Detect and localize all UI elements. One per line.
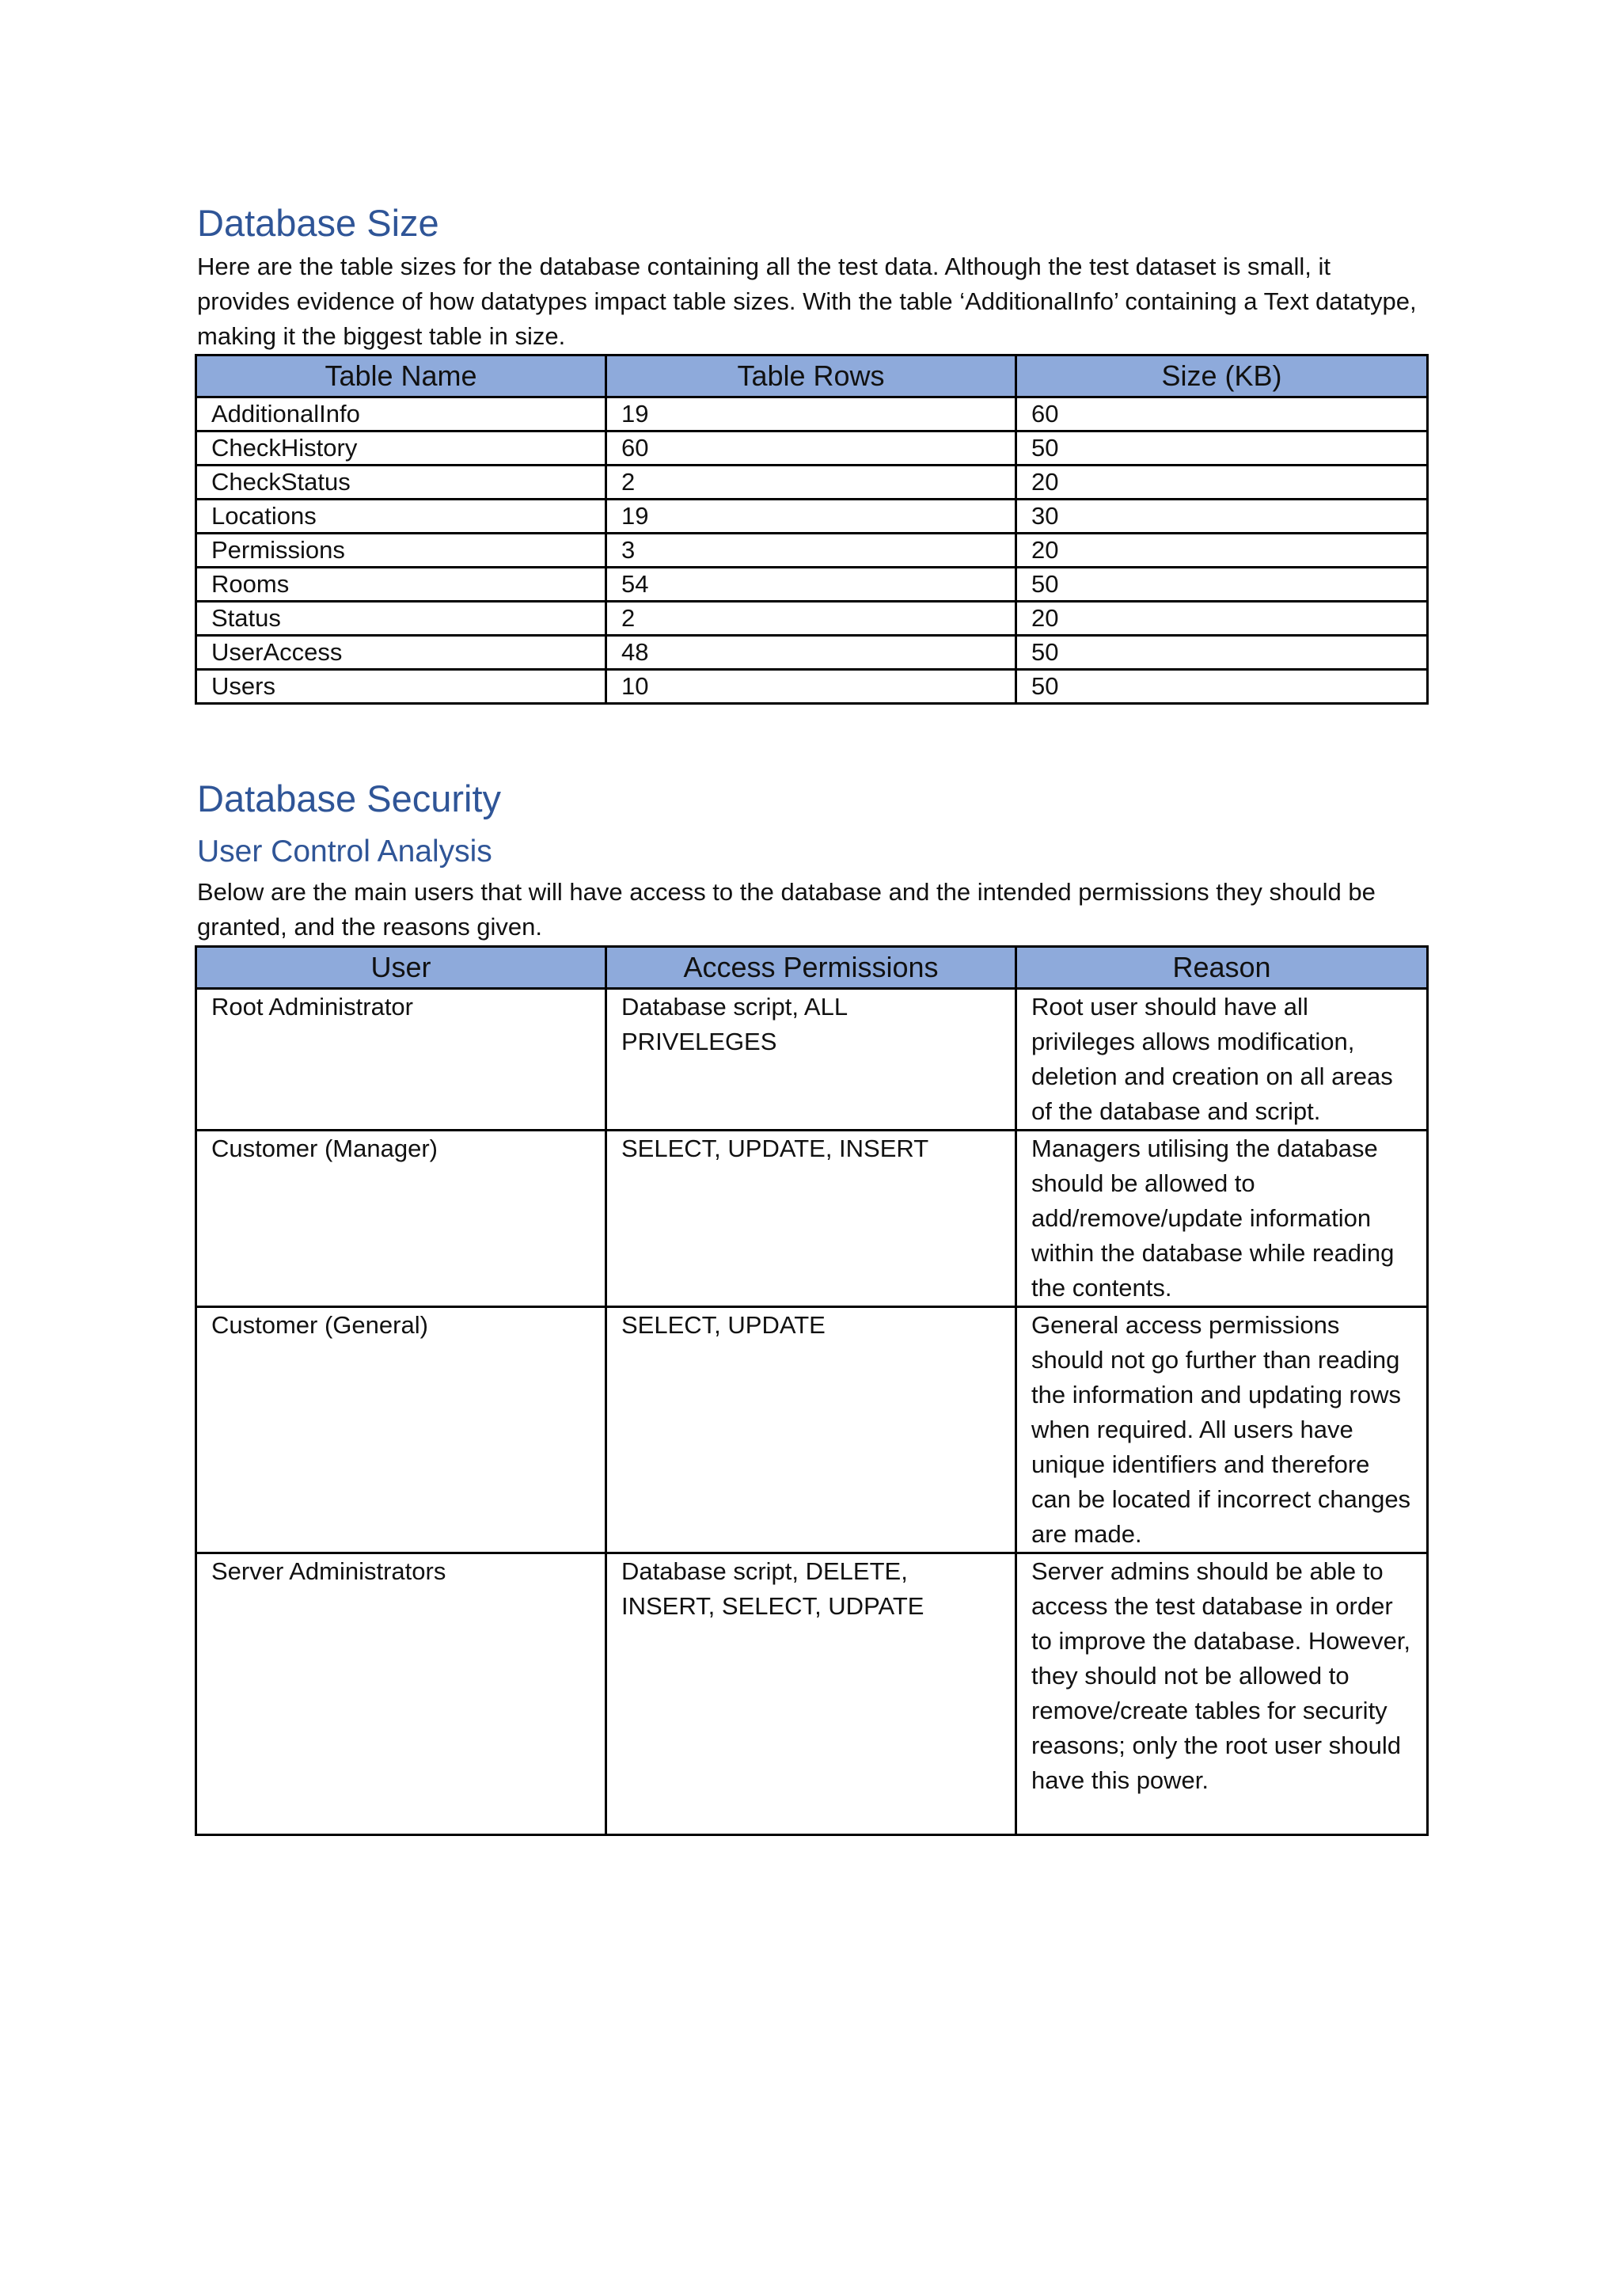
reason-cell: Managers utilising the database should be allowed to add/remove/update information within the database while reading the contents. bbox=[1016, 1131, 1428, 1307]
user-cell: Root Administrator bbox=[196, 989, 606, 1131]
table-rows-cell: 19 bbox=[606, 397, 1016, 431]
column-header-table-rows: Table Rows bbox=[606, 355, 1016, 397]
table-row bbox=[196, 1131, 1428, 1307]
permissions-cell: Database script, ALL PRIVELEGES bbox=[606, 989, 1016, 1131]
table-rows-cell: 3 bbox=[606, 534, 1016, 568]
table-name-cell: Locations bbox=[196, 500, 606, 534]
column-header-table-name: Table Name bbox=[196, 355, 606, 397]
reason-cell: General access permissions should not go further than reading the information and updating rows when required. All users have unique identifiers and therefore can be located if incorrect changes are made. bbox=[1016, 1307, 1428, 1553]
table-row bbox=[196, 602, 1428, 636]
reason-cell: Root user should have all privileges allows modification, deletion and creation on all areas of the database and script. bbox=[1016, 989, 1428, 1131]
permissions-cell: Database script, DELETE, INSERT, SELECT, UDPATE bbox=[606, 1553, 1016, 1835]
table-rows-cell: 10 bbox=[606, 670, 1016, 704]
table-size-cell: 50 bbox=[1016, 670, 1428, 704]
table-size-cell: 20 bbox=[1016, 602, 1428, 636]
table-rows-cell: 60 bbox=[606, 431, 1016, 466]
table-name-cell: Permissions bbox=[196, 534, 606, 568]
table-size-cell: 30 bbox=[1016, 500, 1428, 534]
permissions-cell: SELECT, UPDATE bbox=[606, 1307, 1016, 1553]
table-header-row bbox=[196, 355, 1428, 397]
column-header-size-kb: Size (KB) bbox=[1016, 355, 1428, 397]
table-size-cell: 60 bbox=[1016, 397, 1428, 431]
table-name-cell: AdditionalInfo bbox=[196, 397, 606, 431]
table-row bbox=[196, 989, 1428, 1131]
column-header-reason: Reason bbox=[1016, 947, 1428, 989]
table-row bbox=[196, 568, 1428, 602]
table-header-row bbox=[196, 947, 1428, 989]
user-control-analysis-subheading: User Control Analysis bbox=[197, 834, 492, 869]
database-size-intro: Here are the table sizes for the database containing all the test data. Although the test dataset is small, it provides evidence of how datatypes impact table sizes. With the table ‘AdditionalInfo’ containing a Text datatype, making it the biggest table in size. bbox=[197, 253, 1417, 350]
table-rows-cell: 19 bbox=[606, 500, 1016, 534]
table-row bbox=[196, 534, 1428, 568]
database-security-heading: Database Security bbox=[197, 777, 502, 819]
table-row bbox=[196, 1307, 1428, 1553]
database-size-heading: Database Size bbox=[197, 202, 439, 244]
user-permissions-table bbox=[195, 945, 1429, 1836]
table-rows-cell: 48 bbox=[606, 636, 1016, 670]
table-row bbox=[196, 1553, 1428, 1835]
table-rows-cell: 2 bbox=[606, 466, 1016, 500]
table-size-cell: 50 bbox=[1016, 431, 1428, 466]
user-cell: Customer (General) bbox=[196, 1307, 606, 1553]
reason-cell: Server admins should be able to access the test database in order to improve the database. However, they should not be allowed to remove/create tables for security reasons; only the root user should have this power. bbox=[1016, 1553, 1428, 1835]
permissions-cell: SELECT, UPDATE, INSERT bbox=[606, 1131, 1016, 1307]
table-name-cell: Rooms bbox=[196, 568, 606, 602]
table-size-table bbox=[195, 354, 1429, 705]
table-row bbox=[196, 466, 1428, 500]
table-size-cell: 50 bbox=[1016, 636, 1428, 670]
table-name-cell: Status bbox=[196, 602, 606, 636]
table-row bbox=[196, 636, 1428, 670]
column-header-access-permissions: Access Permissions bbox=[606, 947, 1016, 989]
table-size-cell: 50 bbox=[1016, 568, 1428, 602]
user-cell: Customer (Manager) bbox=[196, 1131, 606, 1307]
table-name-cell: CheckStatus bbox=[196, 466, 606, 500]
table-row bbox=[196, 397, 1428, 431]
table-size-cell: 20 bbox=[1016, 534, 1428, 568]
table-rows-cell: 54 bbox=[606, 568, 1016, 602]
table-row bbox=[196, 670, 1428, 704]
table-row bbox=[196, 431, 1428, 466]
database-security-intro: Below are the main users that will have access to the database and the intended permissions they should be granted, and the reasons given. bbox=[197, 878, 1376, 941]
table-size-cell: 20 bbox=[1016, 466, 1428, 500]
user-cell: Server Administrators bbox=[196, 1553, 606, 1835]
table-name-cell: Users bbox=[196, 670, 606, 704]
table-name-cell: CheckHistory bbox=[196, 431, 606, 466]
table-row bbox=[196, 500, 1428, 534]
table-name-cell: UserAccess bbox=[196, 636, 606, 670]
table-rows-cell: 2 bbox=[606, 602, 1016, 636]
column-header-user: User bbox=[196, 947, 606, 989]
